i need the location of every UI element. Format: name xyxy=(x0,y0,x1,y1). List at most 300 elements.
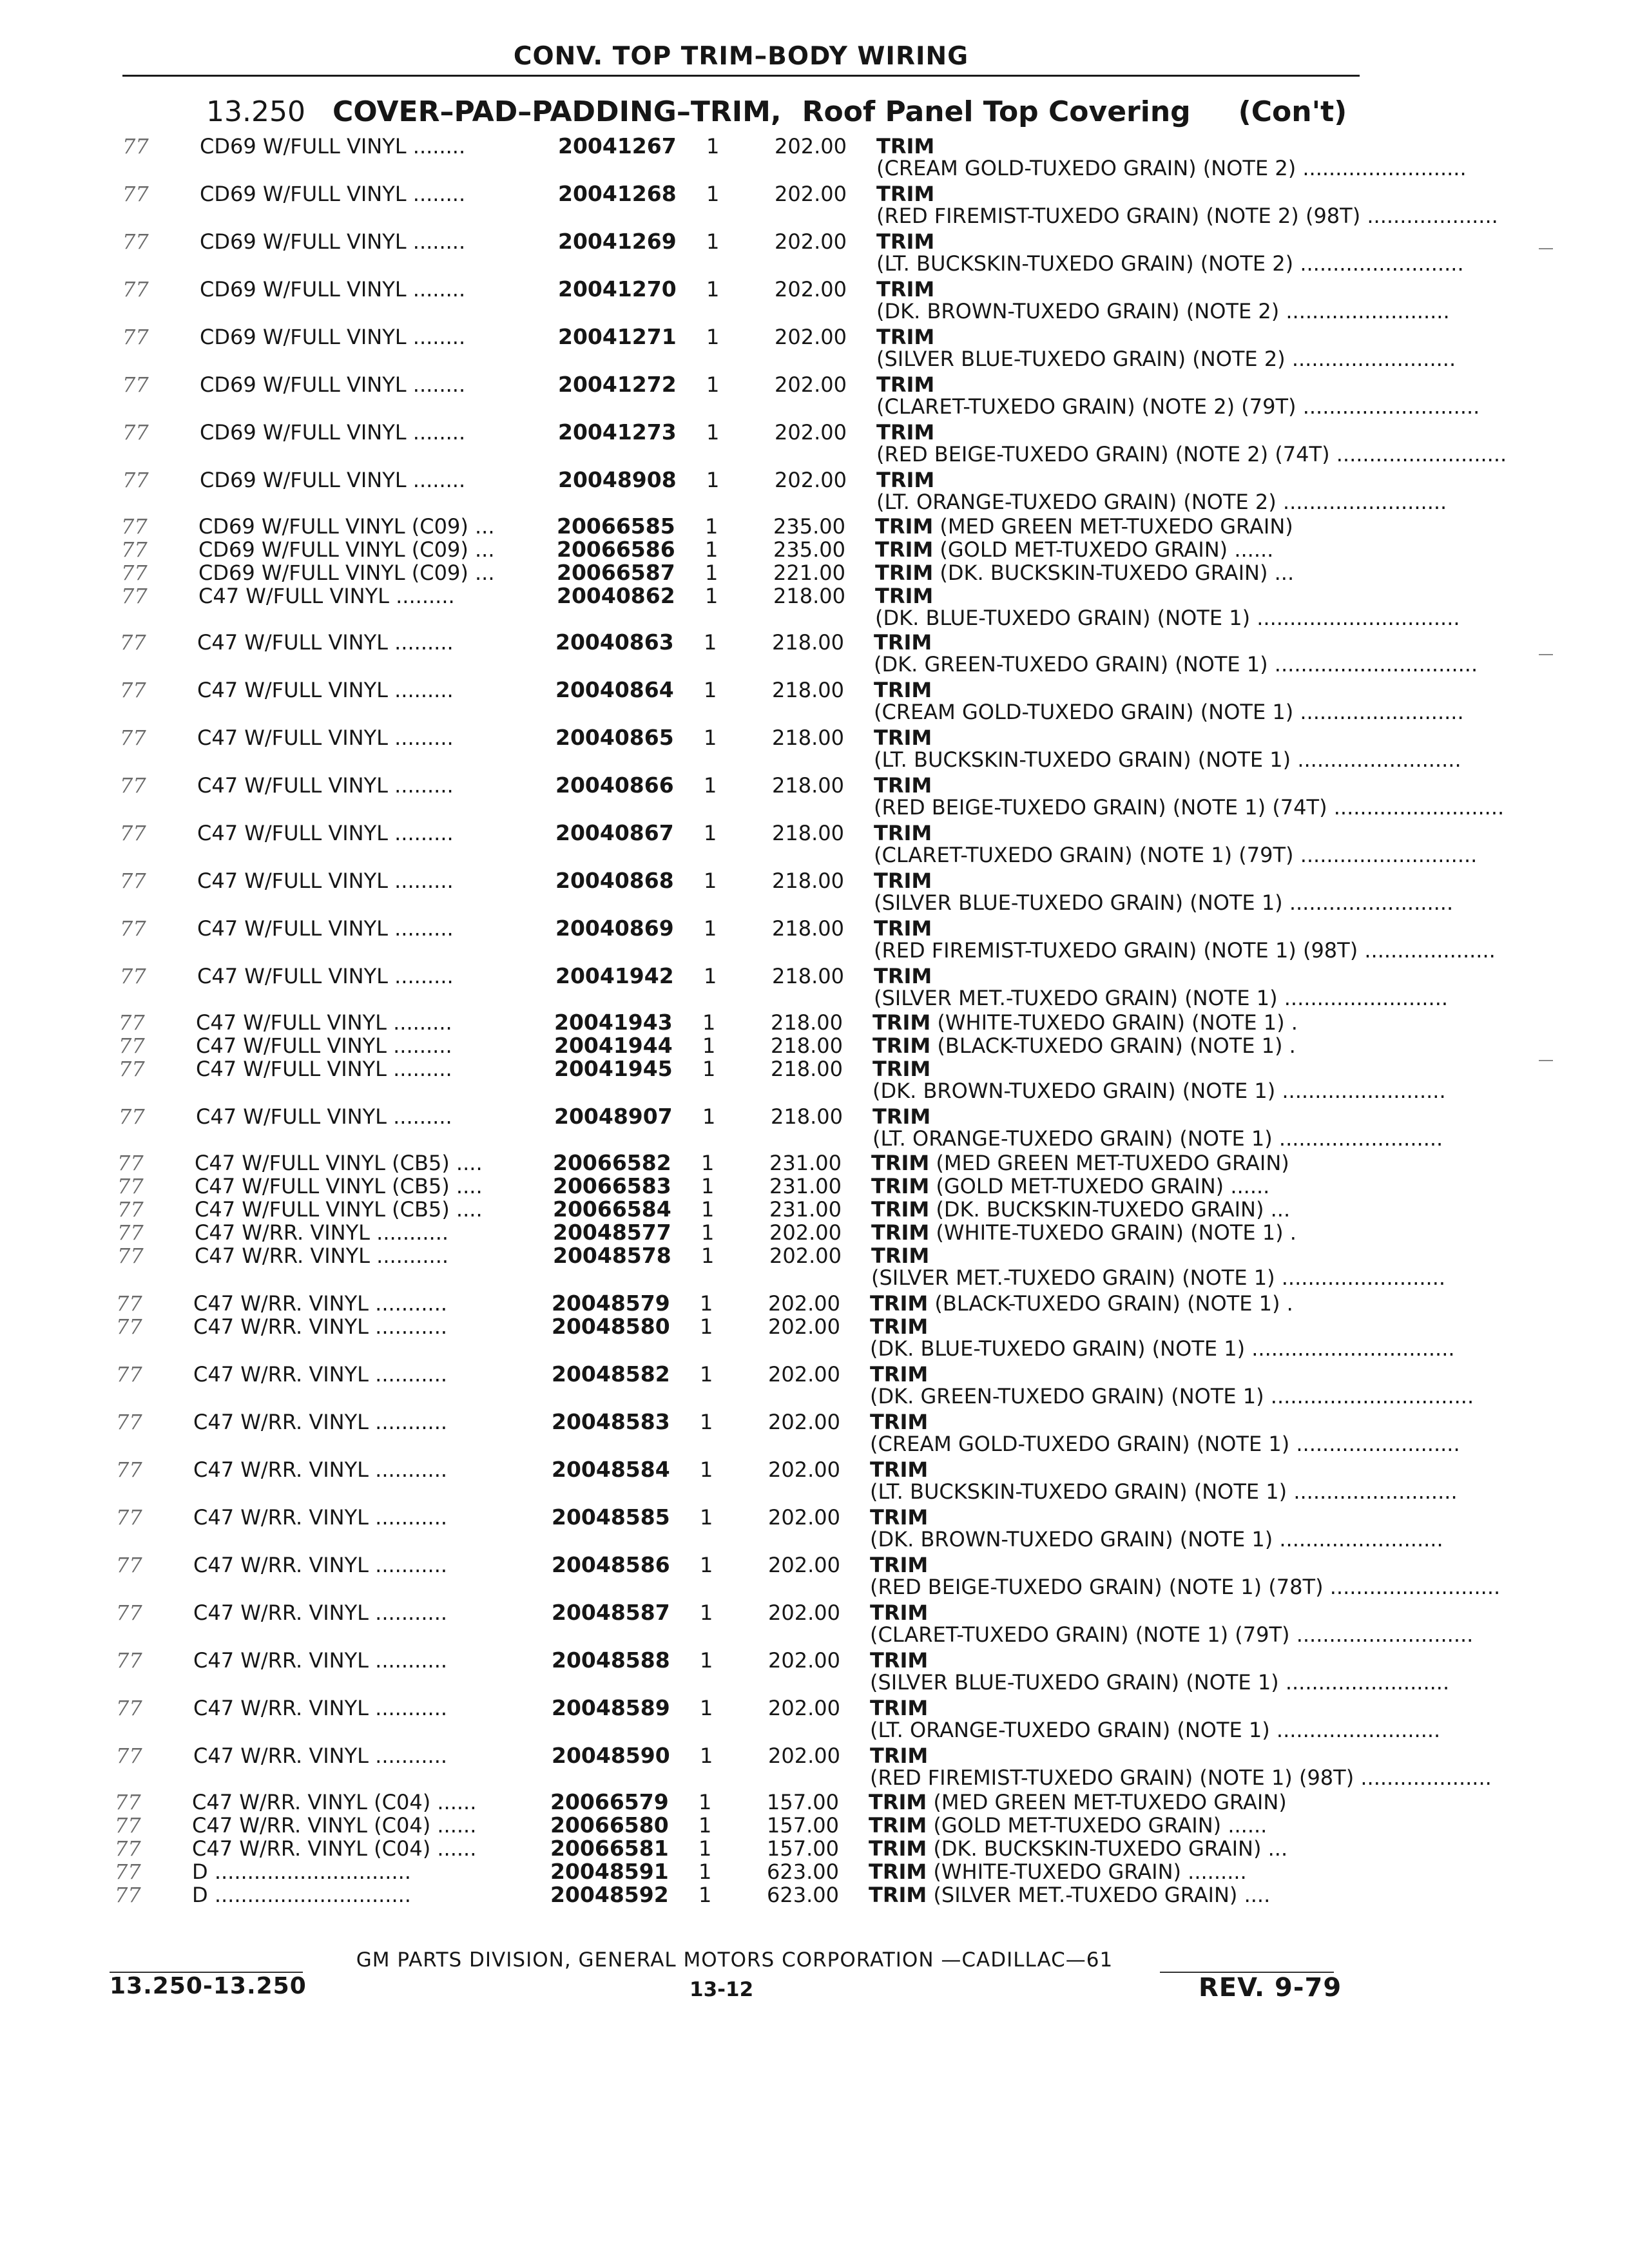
row-part-number: 20041942 xyxy=(555,963,674,988)
row-description-text: (WHITE-TUXEDO GRAIN) ......... xyxy=(933,1860,1247,1884)
row-quantity: 1 xyxy=(704,869,717,893)
row-description-keyword: TRIM xyxy=(871,1197,930,1222)
row-part-number: 20066582 xyxy=(553,1150,671,1175)
row-part-number: 20041943 xyxy=(554,1010,673,1035)
row-quantity: 1 xyxy=(700,1410,713,1434)
section-name: COVER–PAD–PADDING–TRIM, xyxy=(332,95,782,128)
row-description-text: (DK. BLUE-TUXEDO GRAIN) (NOTE 1) ............................... xyxy=(875,606,1460,630)
row-part-number: 20041272 xyxy=(558,372,677,397)
row-description xyxy=(870,1744,1492,1790)
row-description xyxy=(871,1222,1348,1244)
row-description xyxy=(874,630,1478,677)
row-description-text: (SILVER MET.-TUXEDO GRAIN) .... xyxy=(933,1883,1271,1907)
row-model: C47 W/RR. VINYL ........... xyxy=(193,1410,448,1434)
row-part-number: 20048582 xyxy=(552,1361,670,1387)
row-part-number: 20048592 xyxy=(550,1882,669,1907)
row-price: 202.00 xyxy=(768,1457,840,1482)
row-description-keyword: TRIM xyxy=(875,561,934,585)
row-quantity: 1 xyxy=(702,1104,716,1129)
row-price: 202.00 xyxy=(768,1410,840,1434)
row-model: C47 W/FULL VINYL ......... xyxy=(198,584,455,608)
row-part-number: 20040869 xyxy=(555,916,674,941)
row-model: C47 W/RR. VINYL (C04) ...... xyxy=(192,1836,477,1861)
row-price: 202.00 xyxy=(768,1744,840,1768)
row-description-text: (SILVER BLUE-TUXEDO GRAIN) (NOTE 1) ......................... xyxy=(874,890,1454,915)
footer-revision: REV. 9-79 xyxy=(1199,1973,1342,2003)
row-description-text: (GOLD MET-TUXEDO GRAIN) ...... xyxy=(940,537,1274,562)
section-heading xyxy=(206,95,1347,128)
row-model: C47 W/FULL VINYL ......... xyxy=(197,964,454,988)
row-quantity: 1 xyxy=(699,1813,712,1838)
row-part-number: 20048586 xyxy=(552,1552,670,1577)
row-description-keyword: TRIM xyxy=(876,325,935,349)
row-year: 77 xyxy=(116,1457,142,1482)
row-year: 77 xyxy=(115,1790,141,1814)
row-year: 77 xyxy=(120,916,146,941)
row-part-number: 20048591 xyxy=(550,1859,669,1884)
row-quantity: 1 xyxy=(704,821,717,845)
row-part-number: 20066584 xyxy=(553,1196,671,1222)
row-description-text: (SILVER MET.-TUXEDO GRAIN) (NOTE 1) ......................... xyxy=(874,986,1449,1010)
row-quantity: 1 xyxy=(705,537,718,562)
row-description xyxy=(872,1057,1446,1103)
row-quantity: 1 xyxy=(706,468,720,492)
row-model: C47 W/RR. VINYL ........... xyxy=(193,1744,448,1768)
row-year: 77 xyxy=(121,584,148,608)
row-description-keyword: TRIM xyxy=(874,821,932,845)
row-model: C47 W/FULL VINYL ......... xyxy=(197,630,454,655)
row-price: 218.00 xyxy=(771,1104,843,1129)
row-part-number: 20041270 xyxy=(558,276,677,302)
row-description-keyword: TRIM xyxy=(870,1696,929,1720)
row-description-keyword: TRIM xyxy=(869,1860,927,1884)
row-description xyxy=(872,1012,1349,1033)
row-description xyxy=(875,515,1352,537)
row-description-text: (DK. BUCKSKIN-TUXEDO GRAIN) ... xyxy=(933,1836,1288,1861)
row-description-keyword: TRIM xyxy=(876,182,935,206)
row-model: C47 W/RR. VINYL ........... xyxy=(195,1220,449,1245)
row-description xyxy=(875,539,1352,561)
row-description-keyword: TRIM xyxy=(874,773,932,798)
row-price: 202.00 xyxy=(775,182,847,206)
row-quantity: 1 xyxy=(704,773,717,798)
row-description xyxy=(874,678,1464,724)
row-quantity: 1 xyxy=(700,1696,713,1720)
row-description-keyword: TRIM xyxy=(869,1790,927,1814)
row-year: 77 xyxy=(115,1813,141,1838)
row-quantity: 1 xyxy=(701,1197,715,1222)
row-year: 77 xyxy=(120,726,146,750)
row-description-keyword: TRIM xyxy=(876,277,935,302)
row-year: 77 xyxy=(122,229,149,254)
row-description-text: (GOLD MET-TUXEDO GRAIN) ...... xyxy=(936,1174,1270,1198)
row-year: 77 xyxy=(120,678,146,702)
row-description xyxy=(876,277,1450,323)
row-description-text: (RED FIREMIST-TUXEDO GRAIN) (NOTE 1) (98T) .................... xyxy=(870,1765,1492,1790)
row-part-number: 20040864 xyxy=(555,677,674,702)
row-quantity: 1 xyxy=(706,277,720,302)
row-description xyxy=(876,325,1456,371)
row-price: 202.00 xyxy=(769,1220,842,1245)
row-description-keyword: TRIM xyxy=(875,537,934,562)
row-description xyxy=(871,1198,1348,1220)
row-model: C47 W/RR. VINYL (C04) ...... xyxy=(192,1790,477,1814)
row-quantity: 1 xyxy=(699,1860,712,1884)
row-part-number: 20066583 xyxy=(553,1173,671,1198)
row-description-keyword: TRIM xyxy=(871,1151,930,1175)
row-description-keyword: TRIM xyxy=(876,420,935,445)
row-model: C47 W/FULL VINYL ......... xyxy=(196,1010,452,1035)
footer-publisher: GM PARTS DIVISION, GENERAL MOTORS CORPORATION —CADILLAC—61 xyxy=(356,1948,1113,1972)
row-price: 218.00 xyxy=(771,1010,843,1035)
row-model: CD69 W/FULL VINYL ........ xyxy=(200,372,466,397)
row-part-number: 20041271 xyxy=(558,324,677,349)
row-part-number: 20040868 xyxy=(555,868,674,893)
row-description-keyword: TRIM xyxy=(875,584,934,608)
row-year: 77 xyxy=(116,1291,142,1316)
row-description xyxy=(870,1600,1474,1647)
row-description-text: (BLACK-TUXEDO GRAIN) (NOTE 1) . xyxy=(934,1291,1293,1316)
row-description-text: (SILVER BLUE-TUXEDO GRAIN) (NOTE 2) ......................... xyxy=(876,347,1456,371)
row-part-number: 20048578 xyxy=(553,1243,671,1268)
row-description-text: (CREAM GOLD-TUXEDO GRAIN) (NOTE 1) ......................... xyxy=(874,700,1464,724)
row-description-keyword: TRIM xyxy=(870,1314,929,1339)
row-price: 202.00 xyxy=(768,1291,840,1316)
row-quantity: 1 xyxy=(700,1600,713,1625)
row-description xyxy=(872,1035,1349,1057)
row-description-keyword: TRIM xyxy=(869,1883,927,1907)
row-price: 218.00 xyxy=(772,964,844,988)
row-description-text: (RED BEIGE-TUXEDO GRAIN) (NOTE 1) (78T) .......................... xyxy=(870,1575,1501,1599)
row-quantity: 1 xyxy=(700,1648,713,1673)
row-description-text: (DK. GREEN-TUXEDO GRAIN) (NOTE 1) ............................... xyxy=(870,1384,1474,1408)
row-year: 77 xyxy=(116,1553,142,1577)
row-part-number: 20048583 xyxy=(552,1409,670,1434)
page-header xyxy=(122,39,1360,77)
row-year: 77 xyxy=(120,821,146,845)
row-model: C47 W/FULL VINYL ......... xyxy=(197,773,454,798)
row-description xyxy=(870,1362,1474,1408)
row-quantity: 1 xyxy=(706,372,720,397)
row-price: 202.00 xyxy=(768,1314,840,1339)
row-part-number: 20048580 xyxy=(552,1314,670,1339)
row-year: 77 xyxy=(116,1696,142,1720)
row-description-text: (DK. BLUE-TUXEDO GRAIN) (NOTE 1) ............................... xyxy=(870,1336,1455,1361)
row-model: C47 W/FULL VINYL ......... xyxy=(197,916,454,941)
row-quantity: 1 xyxy=(705,561,718,585)
row-price: 202.00 xyxy=(768,1696,840,1720)
row-model: C47 W/FULL VINYL ......... xyxy=(197,678,454,702)
row-description-text: (RED BEIGE-TUXEDO GRAIN) (NOTE 1) (74T) .......................... xyxy=(874,795,1505,820)
row-description xyxy=(870,1553,1501,1599)
row-model: C47 W/RR. VINYL (C04) ...... xyxy=(192,1813,477,1838)
row-model: CD69 W/FULL VINYL ........ xyxy=(200,277,466,302)
row-part-number: 20048907 xyxy=(554,1104,673,1129)
row-description xyxy=(869,1861,1345,1883)
row-model: CD69 W/FULL VINYL ........ xyxy=(200,182,466,206)
row-description-keyword: TRIM xyxy=(874,964,932,988)
page-title: CONV. TOP TRIM–BODY WIRING xyxy=(513,42,969,71)
row-part-number: 20048587 xyxy=(552,1600,670,1625)
row-quantity: 1 xyxy=(705,584,718,608)
row-model: CD69 W/FULL VINYL ........ xyxy=(200,229,466,254)
row-price: 202.00 xyxy=(768,1648,840,1673)
row-description-keyword: TRIM xyxy=(875,514,934,539)
row-year: 77 xyxy=(116,1600,142,1625)
row-description-keyword: TRIM xyxy=(870,1505,929,1530)
row-quantity: 1 xyxy=(704,964,717,988)
row-year: 77 xyxy=(117,1244,144,1268)
row-model: CD69 W/FULL VINYL ........ xyxy=(200,325,466,349)
row-model: CD69 W/FULL VINYL ........ xyxy=(200,134,466,159)
row-price: 218.00 xyxy=(772,678,844,702)
row-price: 157.00 xyxy=(767,1836,839,1861)
row-year: 77 xyxy=(116,1744,142,1768)
row-description-keyword: TRIM xyxy=(876,229,935,254)
row-part-number: 20066585 xyxy=(557,514,675,539)
row-model: C47 W/RR. VINYL ........... xyxy=(193,1291,448,1316)
row-description-keyword: TRIM xyxy=(874,916,932,941)
row-year: 77 xyxy=(121,537,148,562)
row-quantity: 1 xyxy=(700,1553,713,1577)
row-description xyxy=(874,916,1496,963)
row-quantity: 1 xyxy=(701,1174,715,1198)
row-price: 218.00 xyxy=(772,916,844,941)
row-quantity: 1 xyxy=(699,1790,712,1814)
row-description-text: (RED FIREMIST-TUXEDO GRAIN) (NOTE 1) (98T) .................... xyxy=(874,938,1496,963)
row-description-text: (CREAM GOLD-TUXEDO GRAIN) (NOTE 1) ......................... xyxy=(870,1432,1460,1456)
row-description xyxy=(876,134,1467,180)
row-description xyxy=(875,562,1352,584)
row-description-keyword: TRIM xyxy=(874,678,932,702)
row-description xyxy=(869,1791,1345,1813)
row-year: 77 xyxy=(119,1033,145,1058)
row-description-text: (CLARET-TUXEDO GRAIN) (NOTE 1) (79T) ........................... xyxy=(870,1622,1474,1647)
row-description xyxy=(870,1293,1347,1314)
row-description-keyword: TRIM xyxy=(872,1010,931,1035)
section-number: 13.250 xyxy=(206,95,305,128)
row-price: 202.00 xyxy=(768,1553,840,1577)
row-description-text: (CLARET-TUXEDO GRAIN) (NOTE 1) (79T) ........................... xyxy=(874,843,1478,867)
row-quantity: 1 xyxy=(706,325,720,349)
row-quantity: 1 xyxy=(699,1883,712,1907)
row-description-text: (LT. BUCKSKIN-TUXEDO GRAIN) (NOTE 2) ......................... xyxy=(876,251,1464,276)
row-price: 623.00 xyxy=(767,1860,839,1884)
row-description-text: (GOLD MET-TUXEDO GRAIN) ...... xyxy=(933,1813,1268,1838)
row-description-text: (CLARET-TUXEDO GRAIN) (NOTE 2) (79T) ........................... xyxy=(876,394,1480,419)
row-year: 77 xyxy=(117,1220,144,1245)
row-quantity: 1 xyxy=(701,1151,715,1175)
row-year: 77 xyxy=(121,514,148,539)
row-description-text: (LT. ORANGE-TUXEDO GRAIN) (NOTE 1) ......................... xyxy=(872,1126,1443,1151)
row-quantity: 1 xyxy=(700,1744,713,1768)
row-price: 157.00 xyxy=(767,1790,839,1814)
row-part-number: 20048579 xyxy=(552,1291,670,1316)
row-model: C47 W/RR. VINYL ........... xyxy=(193,1457,448,1482)
row-quantity: 1 xyxy=(702,1010,716,1035)
row-description xyxy=(869,1814,1345,1836)
row-quantity: 1 xyxy=(700,1457,713,1482)
row-price: 231.00 xyxy=(769,1174,842,1198)
row-description xyxy=(876,420,1507,466)
row-model: C47 W/FULL VINYL ......... xyxy=(197,821,454,845)
section-continued: (Con't) xyxy=(1238,95,1347,128)
row-quantity: 1 xyxy=(700,1314,713,1339)
row-part-number: 20040862 xyxy=(557,583,675,608)
row-description-keyword: TRIM xyxy=(870,1648,929,1673)
row-quantity: 1 xyxy=(701,1244,715,1268)
row-description xyxy=(870,1457,1458,1504)
row-description xyxy=(874,869,1454,915)
row-price: 218.00 xyxy=(772,773,844,798)
row-model: D .............................. xyxy=(192,1860,411,1884)
row-year: 77 xyxy=(119,1057,145,1081)
row-description xyxy=(874,726,1461,772)
row-description-keyword: TRIM xyxy=(870,1600,929,1625)
row-price: 235.00 xyxy=(773,514,845,539)
row-description-text: (RED FIREMIST-TUXEDO GRAIN) (NOTE 2) (98T) .................... xyxy=(876,204,1498,228)
row-quantity: 1 xyxy=(700,1362,713,1387)
row-model: CD69 W/FULL VINYL ........ xyxy=(200,468,466,492)
row-quantity: 1 xyxy=(706,229,720,254)
row-description-text: (DK. GREEN-TUXEDO GRAIN) (NOTE 1) ............................... xyxy=(874,652,1478,677)
row-part-number: 20040865 xyxy=(555,725,674,750)
row-description-text: (DK. BUCKSKIN-TUXEDO GRAIN) ... xyxy=(940,561,1295,585)
row-description-text: (WHITE-TUXEDO GRAIN) (NOTE 1) . xyxy=(936,1220,1296,1245)
row-price: 202.00 xyxy=(775,325,847,349)
row-year: 77 xyxy=(115,1836,141,1861)
row-description-keyword: TRIM xyxy=(870,1553,929,1577)
margin-mark xyxy=(1539,1060,1553,1061)
row-description-text: (MED GREEN MET-TUXEDO GRAIN) xyxy=(936,1151,1289,1175)
row-model: C47 W/FULL VINYL ......... xyxy=(197,869,454,893)
row-part-number: 20048585 xyxy=(552,1504,670,1530)
row-year: 77 xyxy=(122,182,149,206)
row-description-keyword: TRIM xyxy=(870,1744,929,1768)
row-model: C47 W/RR. VINYL ........... xyxy=(193,1505,448,1530)
row-quantity: 1 xyxy=(706,182,720,206)
row-quantity: 1 xyxy=(701,1220,715,1245)
row-description-keyword: TRIM xyxy=(872,1033,931,1058)
row-model: C47 W/FULL VINYL ......... xyxy=(196,1033,452,1058)
row-model: CD69 W/FULL VINYL (C09) ... xyxy=(198,514,495,539)
row-description xyxy=(875,584,1460,630)
row-description-text: (DK. BROWN-TUXEDO GRAIN) (NOTE 1) ......................... xyxy=(872,1079,1446,1103)
row-quantity: 1 xyxy=(706,420,720,445)
row-description xyxy=(870,1314,1455,1361)
row-part-number: 20066586 xyxy=(557,537,675,562)
row-part-number: 20048584 xyxy=(552,1457,670,1482)
row-year: 77 xyxy=(116,1362,142,1387)
row-quantity: 1 xyxy=(699,1836,712,1861)
row-description-text: (RED BEIGE-TUXEDO GRAIN) (NOTE 2) (74T) .......................... xyxy=(876,442,1507,466)
row-description xyxy=(871,1152,1348,1174)
row-description-text: (BLACK-TUXEDO GRAIN) (NOTE 1) . xyxy=(937,1033,1296,1058)
row-part-number: 20066581 xyxy=(550,1836,669,1861)
row-description-text: (LT. ORANGE-TUXEDO GRAIN) (NOTE 1) ......................... xyxy=(870,1718,1441,1742)
row-price: 218.00 xyxy=(771,1033,843,1058)
row-model: C47 W/RR. VINYL ........... xyxy=(193,1553,448,1577)
row-part-number: 20048588 xyxy=(552,1648,670,1673)
row-description-text: (SILVER MET.-TUXEDO GRAIN) (NOTE 1) ......................... xyxy=(871,1265,1446,1290)
row-year: 77 xyxy=(119,1104,145,1129)
row-quantity: 1 xyxy=(700,1291,713,1316)
row-year: 77 xyxy=(117,1197,144,1222)
row-description-keyword: TRIM xyxy=(876,372,935,397)
row-description-keyword: TRIM xyxy=(876,468,935,492)
row-year: 77 xyxy=(120,630,146,655)
row-year: 77 xyxy=(120,869,146,893)
row-price: 202.00 xyxy=(775,468,847,492)
row-price: 218.00 xyxy=(771,1057,843,1081)
row-description-text: (WHITE-TUXEDO GRAIN) (NOTE 1) . xyxy=(937,1010,1298,1035)
footer-page-number: 13-12 xyxy=(689,1978,754,2001)
row-year: 77 xyxy=(117,1174,144,1198)
row-description xyxy=(876,468,1447,514)
row-part-number: 20040867 xyxy=(555,820,674,845)
row-year: 77 xyxy=(122,372,149,397)
row-description xyxy=(870,1696,1441,1742)
row-description-text: (CREAM GOLD-TUXEDO GRAIN) (NOTE 2) ......................... xyxy=(876,156,1467,180)
row-description xyxy=(870,1648,1450,1695)
row-description-keyword: TRIM xyxy=(871,1220,930,1245)
row-description-text: (LT. BUCKSKIN-TUXEDO GRAIN) (NOTE 1) ......................... xyxy=(870,1479,1458,1504)
row-year: 77 xyxy=(122,277,149,302)
row-description-keyword: TRIM xyxy=(872,1104,931,1129)
row-quantity: 1 xyxy=(706,134,720,159)
row-description xyxy=(870,1505,1443,1552)
row-price: 202.00 xyxy=(768,1505,840,1530)
row-model: C47 W/RR. VINYL ........... xyxy=(193,1600,448,1625)
row-price: 218.00 xyxy=(772,821,844,845)
row-description-keyword: TRIM xyxy=(870,1410,929,1434)
row-description-keyword: TRIM xyxy=(869,1836,927,1861)
row-price: 202.00 xyxy=(768,1600,840,1625)
row-model: C47 W/FULL VINYL (CB5) .... xyxy=(195,1174,483,1198)
row-description-text: (DK. BROWN-TUXEDO GRAIN) (NOTE 2) ......................... xyxy=(876,299,1450,323)
row-price: 623.00 xyxy=(767,1883,839,1907)
row-price: 202.00 xyxy=(775,372,847,397)
row-model: C47 W/RR. VINYL ........... xyxy=(193,1696,448,1720)
row-price: 218.00 xyxy=(773,584,845,608)
row-price: 218.00 xyxy=(772,726,844,750)
row-price: 231.00 xyxy=(769,1151,842,1175)
row-year: 77 xyxy=(115,1860,141,1884)
row-price: 202.00 xyxy=(775,134,847,159)
row-year: 77 xyxy=(115,1883,141,1907)
row-year: 77 xyxy=(120,964,146,988)
row-year: 77 xyxy=(120,773,146,798)
row-description-text: (DK. BROWN-TUXEDO GRAIN) (NOTE 1) ......................... xyxy=(870,1527,1443,1552)
row-price: 157.00 xyxy=(767,1813,839,1838)
row-year: 77 xyxy=(119,1010,145,1035)
row-description xyxy=(876,229,1464,276)
row-model: C47 W/FULL VINYL (CB5) .... xyxy=(195,1197,483,1222)
row-model: CD69 W/FULL VINYL ........ xyxy=(200,420,466,445)
row-part-number: 20041267 xyxy=(558,133,677,159)
row-part-number: 20040866 xyxy=(555,773,674,798)
row-description-keyword: TRIM xyxy=(870,1457,929,1482)
row-part-number: 20048908 xyxy=(558,467,677,492)
row-model: C47 W/RR. VINYL ........... xyxy=(193,1648,448,1673)
row-part-number: 20048577 xyxy=(553,1220,671,1245)
row-model: C47 W/FULL VINYL ......... xyxy=(196,1104,452,1129)
row-description-text: (MED GREEN MET-TUXEDO GRAIN) xyxy=(940,514,1293,539)
row-model: C47 W/RR. VINYL ........... xyxy=(193,1314,448,1339)
row-part-number: 20041944 xyxy=(554,1033,673,1058)
row-description-keyword: TRIM xyxy=(870,1362,929,1387)
row-model: C47 W/FULL VINYL (CB5) .... xyxy=(195,1151,483,1175)
